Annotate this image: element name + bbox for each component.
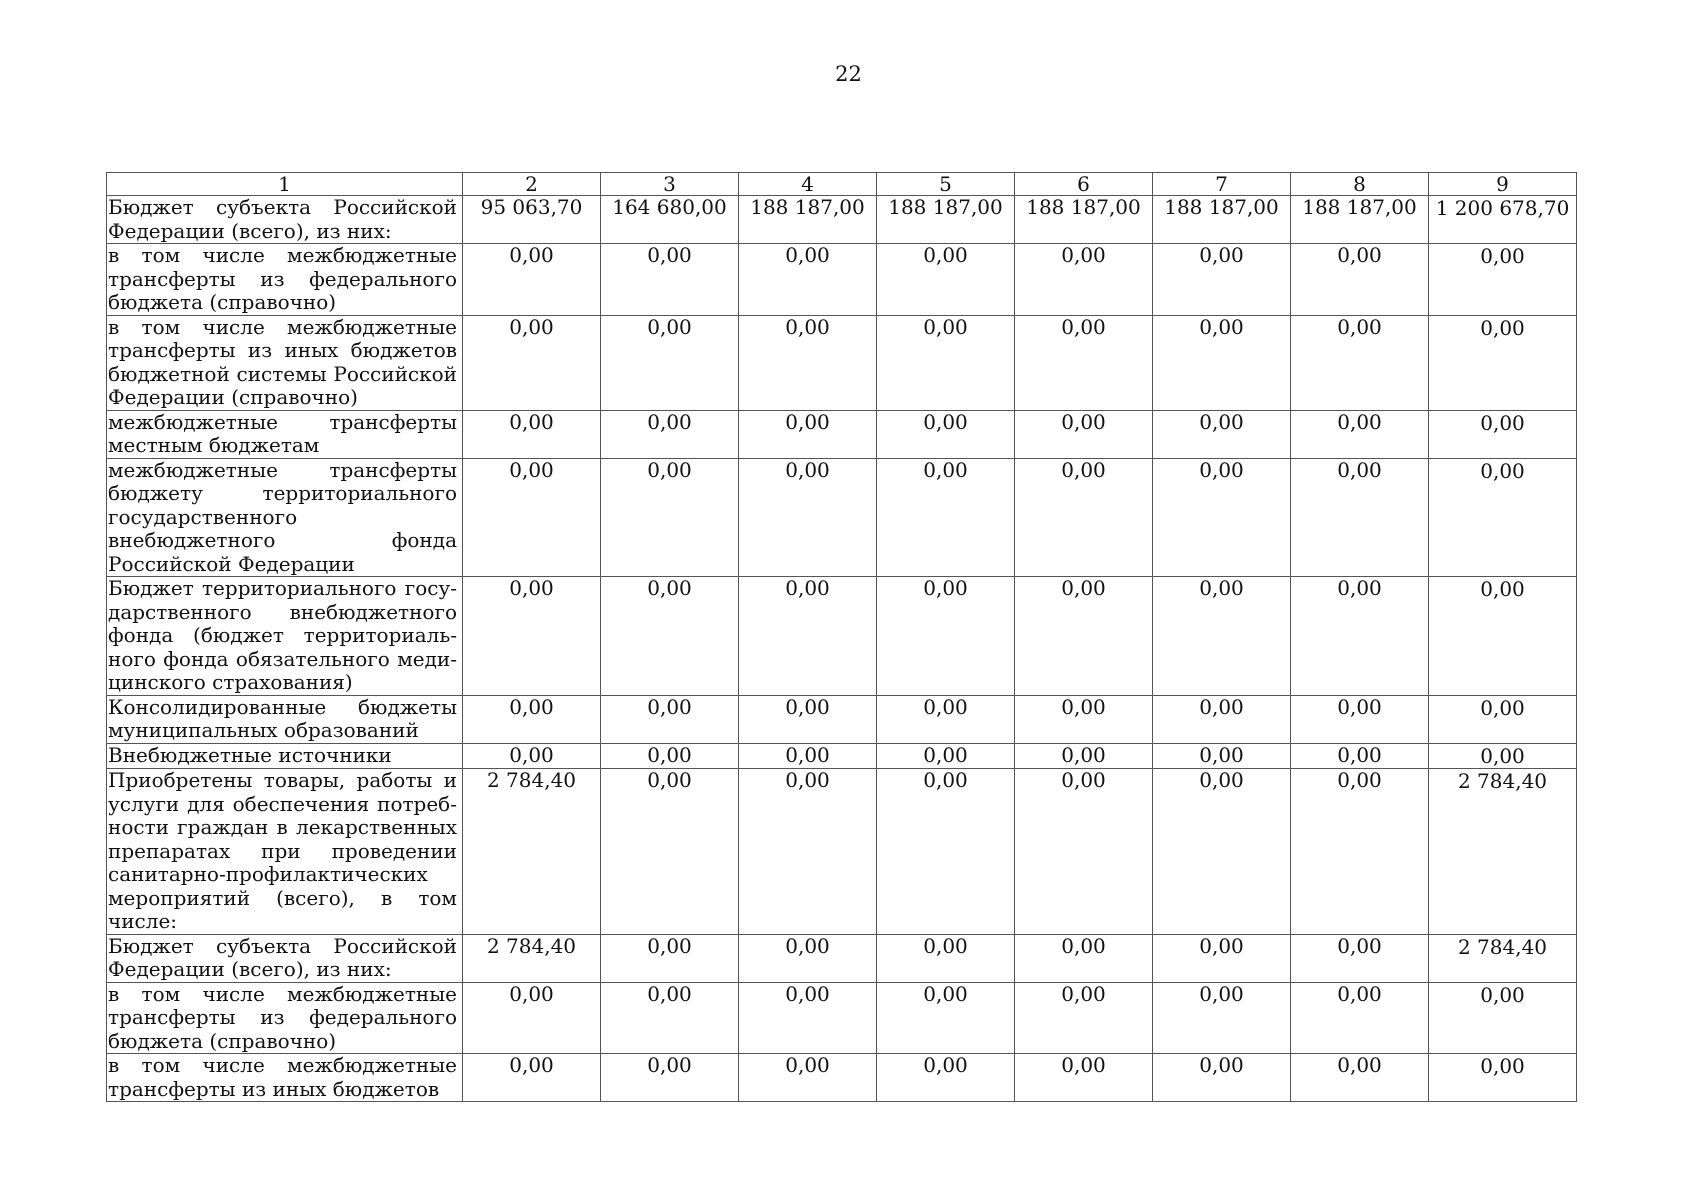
value-cell: 0,00 — [1291, 934, 1429, 982]
value-cell: 2 784,40 — [1429, 769, 1577, 935]
budget-table — [106, 172, 1577, 1102]
value-cell: 0,00 — [1015, 934, 1153, 982]
value-cell: 0,00 — [1429, 982, 1577, 1054]
value-cell: 0,00 — [1429, 315, 1577, 410]
header-cell: 5 — [877, 173, 1015, 196]
value-cell: 0,00 — [877, 982, 1015, 1054]
value-cell: 0,00 — [1291, 695, 1429, 743]
value-cell: 0,00 — [1429, 695, 1577, 743]
value-cell: 188 187,00 — [1291, 196, 1429, 244]
value-cell: 0,00 — [1015, 458, 1153, 577]
row-label: межбюджетные трансферты бюджету территориального государственного внебюджетного фонда Российской Федерации — [107, 458, 463, 577]
table-row — [107, 315, 1577, 410]
value-cell: 0,00 — [1153, 769, 1291, 935]
value-cell: 2 784,40 — [463, 934, 601, 982]
value-cell: 0,00 — [1153, 315, 1291, 410]
value-cell: 0,00 — [601, 982, 739, 1054]
value-cell: 0,00 — [1153, 743, 1291, 769]
value-cell: 188 187,00 — [739, 196, 877, 244]
value-cell: 0,00 — [1015, 1054, 1153, 1102]
value-cell: 0,00 — [877, 577, 1015, 696]
value-cell: 0,00 — [877, 315, 1015, 410]
row-label: Внебюджетные источники — [107, 743, 463, 769]
row-label: в том числе межбюджетные трансферты из иных бюджетов бюджетной системы Российской Федерации (справочно) — [107, 315, 463, 410]
table-row — [107, 458, 1577, 577]
value-cell: 0,00 — [1429, 458, 1577, 577]
value-cell: 0,00 — [739, 577, 877, 696]
row-label: Бюджет территориального государственного внебюджетного фонда (бюджет территориального фонда обязательного медицинского страхования) — [107, 577, 463, 696]
value-cell: 0,00 — [463, 315, 601, 410]
value-cell: 0,00 — [1153, 577, 1291, 696]
table-row — [107, 769, 1577, 935]
value-cell: 0,00 — [463, 1054, 601, 1102]
value-cell: 0,00 — [463, 458, 601, 577]
value-cell: 0,00 — [601, 1054, 739, 1102]
row-label: межбюджетные трансферты местным бюджетам — [107, 410, 463, 458]
header-cell: 2 — [463, 173, 601, 196]
table-row — [107, 1054, 1577, 1102]
value-cell: 188 187,00 — [877, 196, 1015, 244]
header-cell: 1 — [107, 173, 463, 196]
header-cell: 8 — [1291, 173, 1429, 196]
header-cell: 7 — [1153, 173, 1291, 196]
value-cell: 0,00 — [877, 934, 1015, 982]
value-cell: 0,00 — [1291, 769, 1429, 935]
value-cell: 0,00 — [739, 1054, 877, 1102]
value-cell: 0,00 — [1153, 982, 1291, 1054]
table-row — [107, 196, 1577, 244]
value-cell: 0,00 — [1153, 1054, 1291, 1102]
table-row — [107, 244, 1577, 316]
table-row — [107, 577, 1577, 696]
value-cell: 0,00 — [877, 244, 1015, 316]
value-cell: 0,00 — [1291, 315, 1429, 410]
value-cell: 0,00 — [463, 577, 601, 696]
table-row — [107, 982, 1577, 1054]
value-cell: 0,00 — [1429, 1054, 1577, 1102]
row-label: в том числе межбюджетные трансферты из федерального бюджета (справочно) — [107, 244, 463, 316]
value-cell: 0,00 — [877, 743, 1015, 769]
value-cell: 95 063,70 — [463, 196, 601, 244]
value-cell: 0,00 — [1291, 982, 1429, 1054]
value-cell: 0,00 — [1015, 577, 1153, 696]
header-cell: 3 — [601, 173, 739, 196]
value-cell: 0,00 — [1291, 1054, 1429, 1102]
value-cell: 0,00 — [1153, 410, 1291, 458]
value-cell: 2 784,40 — [1429, 934, 1577, 982]
value-cell: 0,00 — [739, 410, 877, 458]
value-cell: 0,00 — [601, 934, 739, 982]
row-label: Приобретены товары, работы и услуги для обеспечения потребности граждан в лекарственных препаратах при проведении санитарно-профилактических мероприятий (всего), в том числе: — [107, 769, 463, 935]
value-cell: 0,00 — [601, 315, 739, 410]
value-cell: 0,00 — [463, 410, 601, 458]
value-cell: 0,00 — [463, 982, 601, 1054]
value-cell: 0,00 — [1291, 244, 1429, 316]
value-cell: 0,00 — [877, 695, 1015, 743]
value-cell: 0,00 — [739, 244, 877, 316]
value-cell: 0,00 — [877, 458, 1015, 577]
value-cell: 0,00 — [739, 769, 877, 935]
value-cell: 0,00 — [1015, 982, 1153, 1054]
value-cell: 0,00 — [1429, 244, 1577, 316]
value-cell: 0,00 — [601, 577, 739, 696]
page-number: 22 — [835, 62, 862, 86]
header-row — [107, 173, 1577, 196]
header-cell: 9 — [1429, 173, 1577, 196]
value-cell: 0,00 — [739, 695, 877, 743]
value-cell: 0,00 — [463, 743, 601, 769]
table-row — [107, 695, 1577, 743]
value-cell: 0,00 — [1429, 410, 1577, 458]
value-cell: 188 187,00 — [1153, 196, 1291, 244]
value-cell: 0,00 — [463, 695, 601, 743]
value-cell: 0,00 — [463, 244, 601, 316]
row-label: Бюджет субъекта Российской Федерации (всего), из них: — [107, 196, 463, 244]
row-label: в том числе межбюджетные трансферты из федерального бюджета (справочно) — [107, 982, 463, 1054]
table-row — [107, 743, 1577, 769]
value-cell: 0,00 — [1153, 458, 1291, 577]
value-cell: 0,00 — [601, 743, 739, 769]
value-cell: 0,00 — [739, 934, 877, 982]
value-cell: 164 680,00 — [601, 196, 739, 244]
value-cell: 0,00 — [1429, 577, 1577, 696]
value-cell: 0,00 — [1291, 458, 1429, 577]
value-cell: 0,00 — [877, 1054, 1015, 1102]
header-cell: 4 — [739, 173, 877, 196]
value-cell: 0,00 — [601, 410, 739, 458]
value-cell: 0,00 — [1153, 695, 1291, 743]
value-cell: 0,00 — [739, 315, 877, 410]
value-cell: 0,00 — [1429, 743, 1577, 769]
value-cell: 0,00 — [877, 769, 1015, 935]
value-cell: 0,00 — [1291, 577, 1429, 696]
value-cell: 0,00 — [1015, 244, 1153, 316]
value-cell: 0,00 — [1015, 769, 1153, 935]
value-cell: 0,00 — [601, 769, 739, 935]
value-cell: 0,00 — [877, 410, 1015, 458]
table-row — [107, 410, 1577, 458]
value-cell: 1 200 678,70 — [1429, 196, 1577, 244]
value-cell: 0,00 — [1291, 410, 1429, 458]
value-cell: 0,00 — [1153, 244, 1291, 316]
value-cell: 0,00 — [1015, 743, 1153, 769]
value-cell: 0,00 — [739, 743, 877, 769]
value-cell: 0,00 — [739, 982, 877, 1054]
table-row — [107, 934, 1577, 982]
value-cell: 0,00 — [1153, 934, 1291, 982]
value-cell: 0,00 — [601, 695, 739, 743]
row-label: в том числе межбюджетные трансферты из иных бюджетов — [107, 1054, 463, 1102]
value-cell: 0,00 — [1015, 695, 1153, 743]
value-cell: 188 187,00 — [1015, 196, 1153, 244]
value-cell: 0,00 — [601, 458, 739, 577]
value-cell: 0,00 — [1015, 315, 1153, 410]
value-cell: 0,00 — [739, 458, 877, 577]
value-cell: 0,00 — [601, 244, 739, 316]
value-cell: 2 784,40 — [463, 769, 601, 935]
row-label: Бюджет субъекта Российской Федерации (всего), из них: — [107, 934, 463, 982]
value-cell: 0,00 — [1015, 410, 1153, 458]
row-label: Консолидированные бюджеты муниципальных образований — [107, 695, 463, 743]
value-cell: 0,00 — [1291, 743, 1429, 769]
header-cell: 6 — [1015, 173, 1153, 196]
